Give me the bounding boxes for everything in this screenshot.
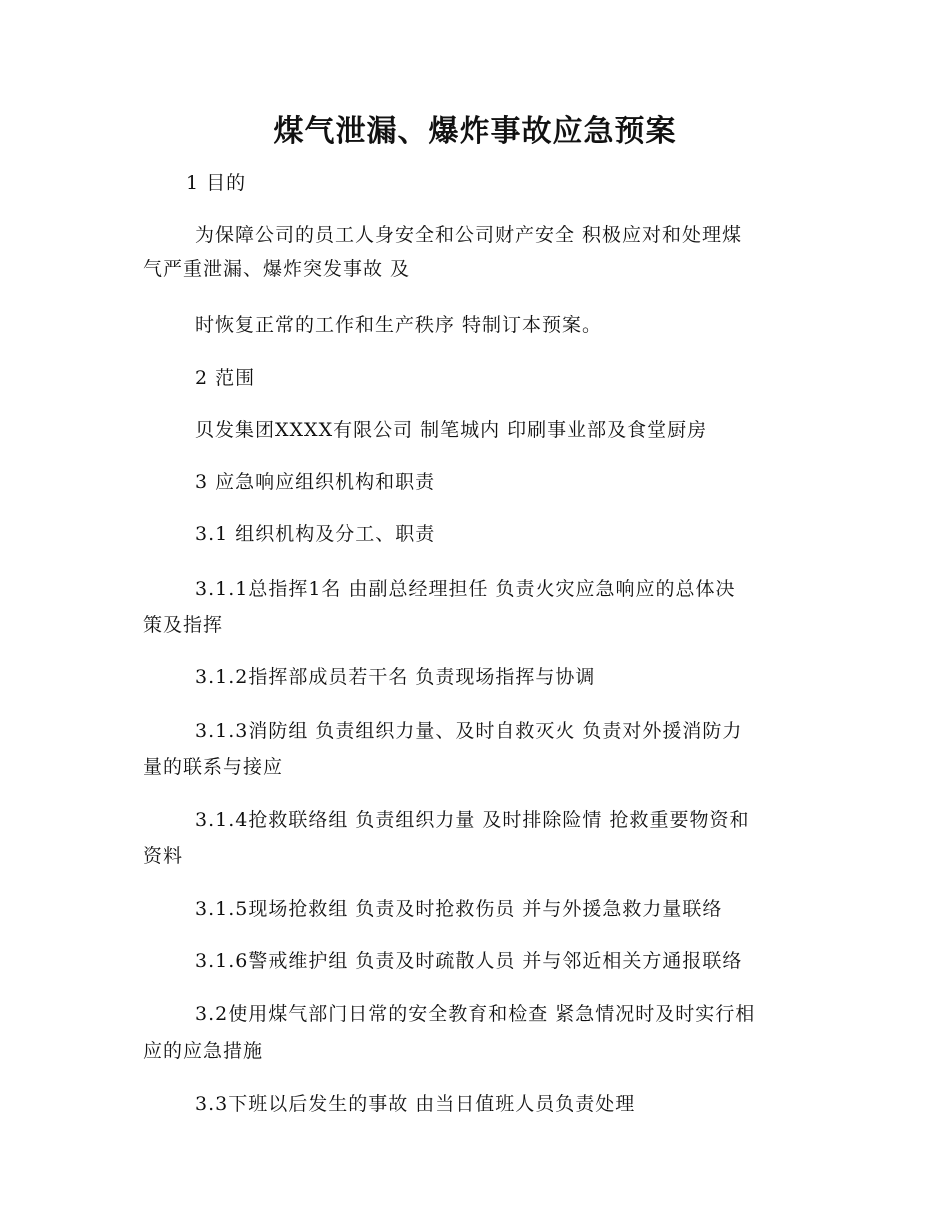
- paragraph-line: 贝发集团XXXX有限公司 制笔城内 印刷事业部及食堂厨房: [195, 419, 708, 441]
- section-heading-scope: 2 范围: [195, 367, 256, 389]
- paragraph-line: 时恢复正常的工作和生产秩序 特制订本预案。: [195, 314, 603, 336]
- paragraph-line: 气严重泄漏、爆炸突发事故 及: [143, 258, 411, 280]
- paragraph-line: 3.2使用煤气部门日常的安全教育和检查 紧急情况时及时实行相: [195, 1003, 756, 1025]
- paragraph-line: 策及指挥: [143, 614, 224, 636]
- paragraph-line: 为保障公司的员工人身安全和公司财产安全 积极应对和处理煤: [195, 224, 743, 246]
- paragraph-line: 3.1.2指挥部成员若干名 负责现场指挥与协调: [195, 666, 596, 688]
- paragraph-line: 应的应急措施: [143, 1040, 264, 1062]
- document-title: 煤气泄漏、爆炸事故应急预案: [273, 114, 677, 149]
- paragraph-line: 3.1.3消防组 负责组织力量、及时自救灭火 负责对外援消防力: [195, 720, 743, 742]
- subsection-heading: 3.1 组织机构及分工、职责: [195, 523, 436, 545]
- section-heading-purpose: 1 目的: [186, 172, 247, 194]
- paragraph-line: 资料: [143, 845, 184, 867]
- section-heading-organization: 3 应急响应组织机构和职责: [195, 471, 436, 493]
- paragraph-line: 3.1.4抢救联络组 负责组织力量 及时排除险情 抢救重要物资和: [195, 809, 750, 831]
- paragraph-line: 量的联系与接应: [143, 756, 284, 778]
- paragraph-line: 3.1.1总指挥1名 由副总经理担任 负责火灾应急响应的总体决: [195, 578, 736, 600]
- paragraph-line: 3.1.5现场抢救组 负责及时抢救伤员 并与外援急救力量联络: [195, 898, 723, 920]
- paragraph-line: 3.1.6警戒维护组 负责及时疏散人员 并与邻近相关方通报联络: [195, 950, 743, 972]
- paragraph-line: 3.3下班以后发生的事故 由当日值班人员负责处理: [195, 1093, 636, 1115]
